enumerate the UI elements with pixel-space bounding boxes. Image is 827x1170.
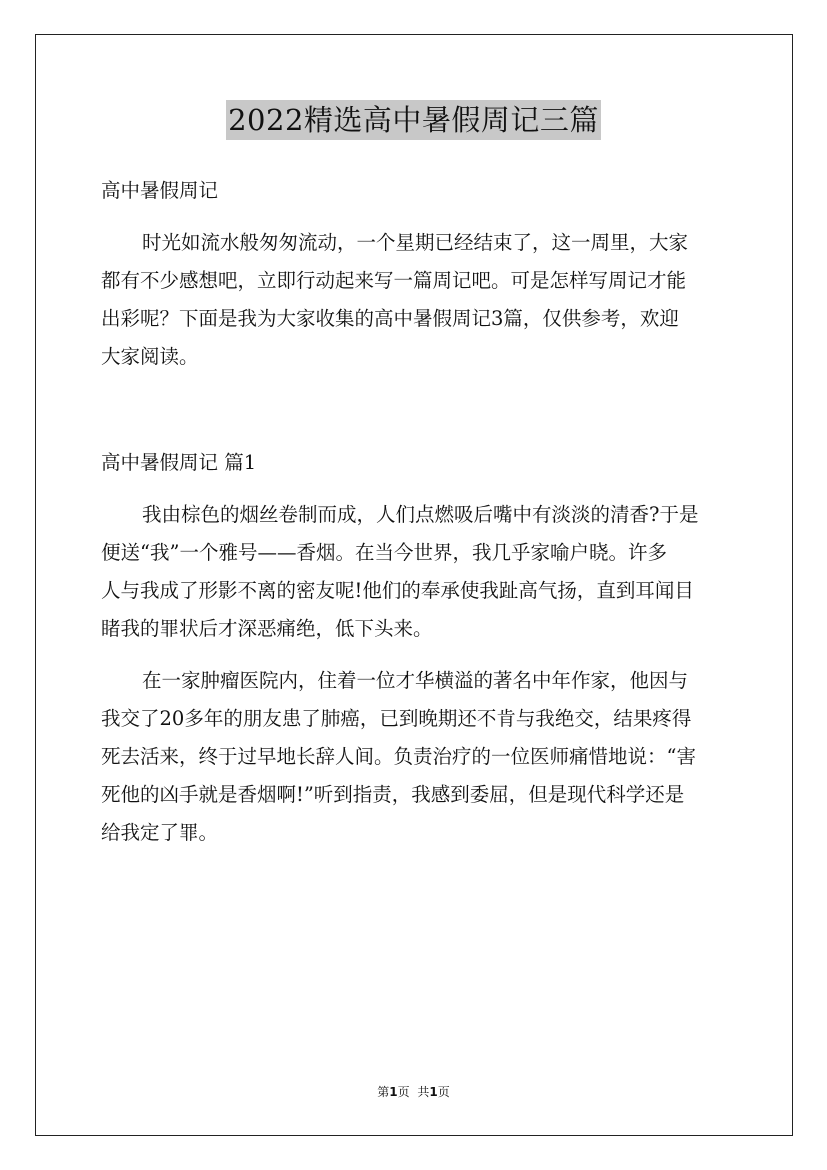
total-prefix: 共: [417, 1085, 430, 1099]
total-suffix: 页: [437, 1085, 450, 1099]
page-number: 1: [389, 1085, 398, 1099]
article-paragraph-1: [101, 496, 729, 648]
intro-paragraph: [101, 224, 729, 376]
paragraph-line: 我由棕色的烟丝卷制而成，人们点燃吸后嘴中有淡淡的清香?于是: [142, 503, 699, 526]
page-suffix: 页: [397, 1085, 410, 1099]
paragraph-line: 时光如流水般匆匆流动，一个星期已经结束了，这一周里，大家: [142, 231, 689, 254]
paragraph-line: 人与我成了形影不离的密友呢!他们的奉承使我趾高气扬，直到耳闻目: [101, 579, 694, 602]
article-paragraph-2: [101, 662, 729, 852]
paragraph-line: 都有不少感想吧，立即行动起来写一篇周记吧。可是怎样写周记才能: [101, 269, 687, 292]
document-body: [101, 172, 729, 852]
page-footer: [0, 1083, 827, 1100]
paragraph-line: 大家阅读。: [101, 345, 199, 368]
paragraph-line: 出彩呢？下面是我为大家收集的高中暑假周记3篇，仅供参考，欢迎: [101, 307, 679, 330]
section-heading-article-1: 高中暑假周记 篇1: [101, 451, 257, 474]
paragraph-line: 给我定了罪。: [101, 821, 219, 844]
paragraph-line: 便送“我”一个雅号——香烟。在当今世界，我几乎家喻户晓。许多: [101, 541, 667, 564]
title-container: [0, 100, 827, 140]
paragraph-line: 我交了20多年的朋友患了肺癌，已到晚期还不肯与我绝交，结果疼得: [101, 707, 692, 730]
paragraph-line: 死他的凶手就是香烟啊!”听到指责，我感到委屈，但是现代科学还是: [101, 783, 685, 806]
page-prefix: 第: [377, 1085, 390, 1099]
paragraph-line: 死去活来，终于过早地长辞人间。负责治疗的一位医师痛惜地说：“害: [101, 745, 696, 768]
paragraph-line: 睹我的罪状后才深恶痛绝，低下头来。: [101, 617, 433, 640]
paragraph-line: 在一家肿瘤医院内，住着一位才华横溢的著名中年作家，他因与: [142, 669, 689, 692]
document-title: 2022精选高中暑假周记三篇: [226, 100, 601, 140]
section-heading-intro: 高中暑假周记: [101, 179, 219, 202]
total-pages: 1: [429, 1085, 438, 1099]
